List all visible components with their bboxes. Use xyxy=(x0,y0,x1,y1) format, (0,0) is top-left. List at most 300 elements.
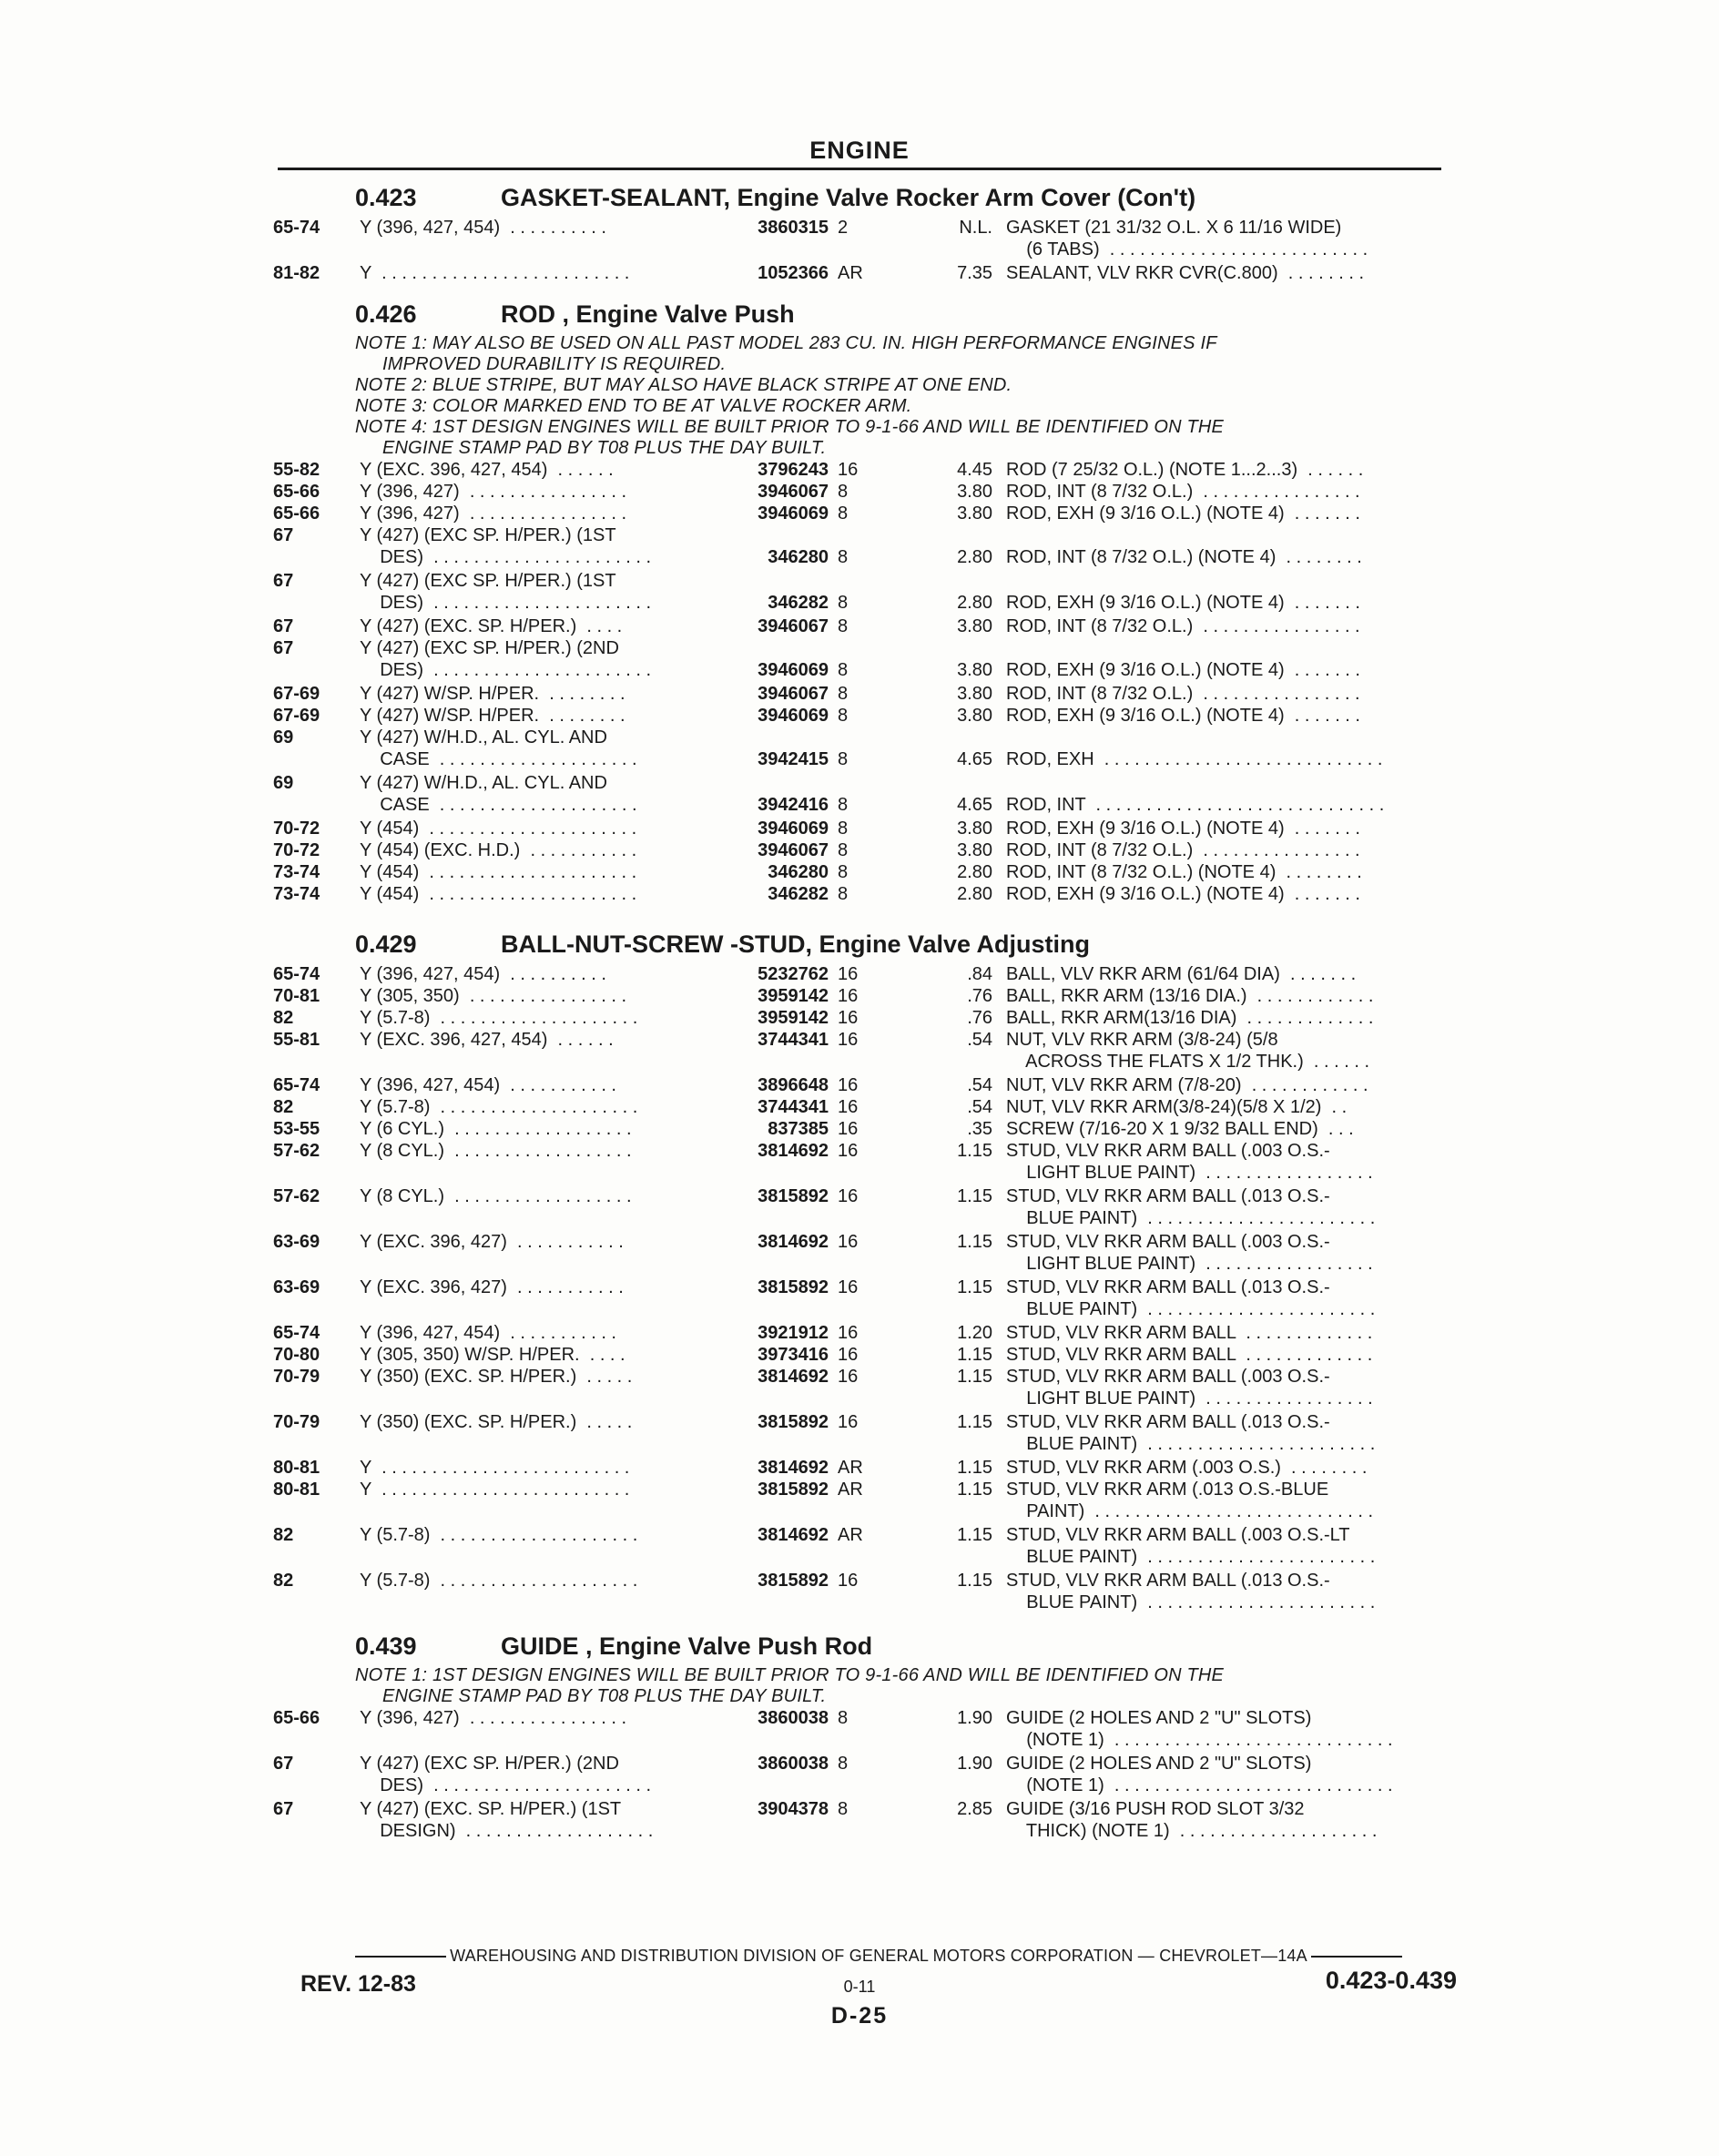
quantity: 8 xyxy=(838,795,849,815)
application: Y (396, 427) . . . . . . . . . . . . . . . . xyxy=(360,503,627,524)
model-years: 67 xyxy=(273,1754,294,1774)
price: 2.85 xyxy=(957,1799,992,1819)
model-years: 67 xyxy=(273,638,294,658)
quantity: 16 xyxy=(838,1075,859,1095)
description: STUD, VLV RKR ARM BALL . . . . . . . . . . . . . xyxy=(1006,1323,1373,1343)
application: Y (5.7-8) . . . . . . . . . . . . . . . . . . . . xyxy=(360,1008,638,1028)
note-line: NOTE 1: MAY ALSO BE USED ON ALL PAST MODEL 283 CU. IN. HIGH PERFORMANCE ENGINES IF xyxy=(355,333,1217,353)
group-title: GASKET-SEALANT, Engine Valve Rocker Arm Cover (Con't) xyxy=(501,184,1196,211)
application: Y (305, 350) . . . . . . . . . . . . . . . . xyxy=(360,986,627,1006)
table-row xyxy=(273,1707,1457,1753)
table-row xyxy=(273,1096,1457,1118)
description: ROD, EXH (9 3/16 O.L.) (NOTE 4) . . . . . . . xyxy=(1006,706,1360,726)
quantity: 16 xyxy=(838,460,859,480)
application: Y (427) W/H.D., AL. CYL. AND CASE . . . . . . . . . . . . . . . . . . . . xyxy=(360,727,637,769)
part-number: 837385 xyxy=(768,1119,829,1139)
table-row xyxy=(273,705,1457,727)
model-years: 65-74 xyxy=(273,1323,320,1343)
part-number: 3814692 xyxy=(758,1458,829,1478)
price: 1.15 xyxy=(957,1141,992,1161)
quantity: 16 xyxy=(838,1571,859,1591)
description: NUT, VLV RKR ARM(3/8-24)(5/8 X 1/2) . . xyxy=(1006,1097,1348,1117)
model-years: 80-81 xyxy=(273,1480,320,1500)
part-number: 3946069 xyxy=(758,819,829,839)
table-row xyxy=(273,1753,1457,1798)
quantity: 16 xyxy=(838,1232,859,1252)
table-row xyxy=(273,1140,1457,1185)
table-row xyxy=(273,1457,1457,1479)
quantity: 16 xyxy=(838,1186,859,1206)
section-heading xyxy=(273,180,1457,217)
application: Y (6 CYL.) . . . . . . . . . . . . . . . . . . xyxy=(360,1119,632,1139)
application: Y (350) (EXC. SP. H/PER.) . . . . . xyxy=(360,1412,633,1432)
part-number: 3921912 xyxy=(758,1323,829,1343)
model-years: 73-74 xyxy=(273,862,320,882)
quantity: 16 xyxy=(838,1412,859,1432)
part-number: 3815892 xyxy=(758,1571,829,1591)
quantity: 8 xyxy=(838,706,849,726)
description: STUD, VLV RKR ARM (.003 O.S.) . . . . . . . . xyxy=(1006,1458,1368,1478)
table-row xyxy=(273,1366,1457,1411)
footer-revision: REV. 12-83 xyxy=(300,1971,416,1997)
table-row xyxy=(273,1411,1457,1457)
price: 7.35 xyxy=(957,263,992,283)
table-row xyxy=(273,883,1457,905)
application: Y (454) (EXC. H.D.) . . . . . . . . . . . xyxy=(360,840,637,860)
part-number: 3860315 xyxy=(758,218,829,238)
application: Y (427) (EXC SP. H/PER.) (2ND DES) . . . . . . . . . . . . . . . . . . . . . . xyxy=(360,1754,652,1795)
quantity: 16 xyxy=(838,1367,859,1387)
description: SEALANT, VLV RKR CVR(C.800) . . . . . . . . xyxy=(1006,263,1365,283)
table-row xyxy=(273,772,1457,818)
price: .76 xyxy=(967,986,992,1006)
application: Y (8 CYL.) . . . . . . . . . . . . . . . . . . xyxy=(360,1141,632,1161)
description: STUD, VLV RKR ARM BALL (.003 O.S.- LIGHT BLUE PAINT) . . . . . . . . . . . . . . . . . xyxy=(1006,1232,1373,1274)
quantity: AR xyxy=(838,263,863,283)
quantity: 16 xyxy=(838,1030,859,1050)
quantity: 16 xyxy=(838,964,859,984)
footer-organization: WAREHOUSING AND DISTRIBUTION DIVISION OF GENERAL MOTORS CORPORATION — CHEVROLET—14A xyxy=(300,1947,1457,1966)
footer-page-number: D-25 xyxy=(830,2003,889,2029)
application: Y (5.7-8) . . . . . . . . . . . . . . . . . . . . xyxy=(360,1097,638,1117)
group-number: 0.426 xyxy=(355,300,417,328)
price: 2.80 xyxy=(957,547,992,567)
model-years: 65-66 xyxy=(273,503,320,524)
part-number: 346282 xyxy=(768,593,829,613)
table-row xyxy=(273,262,1457,284)
quantity: 8 xyxy=(838,1799,849,1819)
price: 1.15 xyxy=(957,1412,992,1432)
quantity: 8 xyxy=(838,547,849,567)
quantity: 8 xyxy=(838,593,849,613)
table-row xyxy=(273,683,1457,705)
part-number: 3946067 xyxy=(758,840,829,860)
application: Y (454) . . . . . . . . . . . . . . . . . . . . . xyxy=(360,862,637,882)
quantity: 16 xyxy=(838,986,859,1006)
part-number: 3815892 xyxy=(758,1412,829,1432)
application: Y (396, 427, 454) . . . . . . . . . . xyxy=(360,218,606,238)
part-number: 3942415 xyxy=(758,749,829,769)
table-row xyxy=(273,1479,1457,1524)
application: Y (EXC. 396, 427, 454) . . . . . . xyxy=(360,460,614,480)
model-years: 80-81 xyxy=(273,1458,320,1478)
model-years: 67-69 xyxy=(273,684,320,704)
price: .54 xyxy=(967,1075,992,1095)
quantity: 8 xyxy=(838,616,849,636)
quantity: 8 xyxy=(838,503,849,524)
description: STUD, VLV RKR ARM BALL . . . . . . . . . . . . . xyxy=(1006,1345,1373,1365)
model-years: 63-69 xyxy=(273,1232,320,1252)
model-years: 53-55 xyxy=(273,1119,320,1139)
table-row xyxy=(273,503,1457,524)
part-number: 3860038 xyxy=(758,1754,829,1774)
part-number: 346280 xyxy=(768,547,829,567)
model-years: 63-69 xyxy=(273,1277,320,1297)
description: BALL, RKR ARM(13/16 DIA) . . . . . . . . . . . . . xyxy=(1006,1008,1374,1028)
price: .54 xyxy=(967,1030,992,1050)
price: 1.20 xyxy=(957,1323,992,1343)
description: ROD (7 25/32 O.L.) (NOTE 1...2...3) . . . . . . xyxy=(1006,460,1364,480)
model-years: 57-62 xyxy=(273,1141,320,1161)
quantity: 8 xyxy=(838,1708,849,1728)
description: NUT, VLV RKR ARM (7/8-20) . . . . . . . . . . . . xyxy=(1006,1075,1368,1095)
part-number: 5232762 xyxy=(758,964,829,984)
price: 1.15 xyxy=(957,1480,992,1500)
model-years: 67 xyxy=(273,571,294,591)
table-row xyxy=(273,1029,1457,1074)
table-row xyxy=(273,1276,1457,1322)
price: .54 xyxy=(967,1097,992,1117)
description: GUIDE (2 HOLES AND 2 "U" SLOTS) (NOTE 1) . . . . . . . . . . . . . . . . . . . . . . . . . . . . xyxy=(1006,1754,1393,1795)
application: Y (427) (EXC. SP. H/PER.) . . . . xyxy=(360,616,623,636)
price: 3.80 xyxy=(957,819,992,839)
description: ROD, INT (8 7/32 O.L.) (NOTE 4) . . . . . . . . xyxy=(1006,547,1362,567)
quantity: 8 xyxy=(838,660,849,680)
price: 1.90 xyxy=(957,1754,992,1774)
price: 2.80 xyxy=(957,593,992,613)
part-number: 346280 xyxy=(768,862,829,882)
model-years: 67 xyxy=(273,1799,294,1819)
model-years: 65-66 xyxy=(273,1708,320,1728)
model-years: 65-74 xyxy=(273,218,320,238)
price: 3.80 xyxy=(957,482,992,502)
model-years: 65-74 xyxy=(273,1075,320,1095)
group-number: 0.439 xyxy=(355,1632,417,1660)
description: NUT, VLV RKR ARM (3/8-24) (5/8 ACROSS THE FLATS X 1/2 THK.) . . . . . . xyxy=(1006,1030,1369,1072)
table-row xyxy=(273,1231,1457,1276)
application: Y (427) W/SP. H/PER. . . . . . . . . xyxy=(360,706,626,726)
quantity: 8 xyxy=(838,482,849,502)
part-number: 3946069 xyxy=(758,660,829,680)
application: Y (305, 350) W/SP. H/PER. . . . . xyxy=(360,1345,626,1365)
quantity: 8 xyxy=(838,749,849,769)
table-row xyxy=(273,459,1457,481)
page-header-title: ENGINE xyxy=(809,137,910,164)
quantity: 16 xyxy=(838,1097,859,1117)
note-line: NOTE 3: COLOR MARKED END TO BE AT VALVE ROCKER ARM. xyxy=(355,396,912,416)
model-years: 82 xyxy=(273,1008,294,1028)
quantity: 2 xyxy=(838,218,849,238)
model-years: 70-81 xyxy=(273,986,320,1006)
part-number: 3946067 xyxy=(758,616,829,636)
quantity: 16 xyxy=(838,1323,859,1343)
part-number: 3815892 xyxy=(758,1277,829,1297)
quantity: 16 xyxy=(838,1277,859,1297)
quantity: 16 xyxy=(838,1008,859,1028)
table-row xyxy=(273,818,1457,839)
model-years: 69 xyxy=(273,773,294,793)
quantity: AR xyxy=(838,1480,863,1500)
description: BALL, RKR ARM (13/16 DIA.) . . . . . . . . . . . . xyxy=(1006,986,1374,1006)
quantity: 16 xyxy=(838,1119,859,1139)
price: 3.80 xyxy=(957,616,992,636)
description: ROD, INT (8 7/32 O.L.) . . . . . . . . . . . . . . . . xyxy=(1006,840,1360,860)
note-line: ENGINE STAMP PAD BY T08 PLUS THE DAY BUILT. xyxy=(382,1686,827,1706)
application: Y (396, 427, 454) . . . . . . . . . . xyxy=(360,964,606,984)
model-years: 70-80 xyxy=(273,1345,320,1365)
part-number: 3946067 xyxy=(758,482,829,502)
section-heading xyxy=(273,297,1457,333)
quantity: 16 xyxy=(838,1141,859,1161)
table-row xyxy=(273,1322,1457,1344)
model-years: 82 xyxy=(273,1525,294,1545)
quantity: AR xyxy=(838,1458,863,1478)
price: .35 xyxy=(967,1119,992,1139)
section-0-423 xyxy=(273,180,1457,284)
model-years: 70-72 xyxy=(273,819,320,839)
section-0-429 xyxy=(273,927,1457,1615)
table-row xyxy=(273,985,1457,1007)
table-row xyxy=(273,861,1457,883)
price: 1.15 xyxy=(957,1277,992,1297)
description: BALL, VLV RKR ARM (61/64 DIA) . . . . . . . xyxy=(1006,964,1357,984)
price: 4.65 xyxy=(957,795,992,815)
model-years: 67-69 xyxy=(273,706,320,726)
price: 1.15 xyxy=(957,1345,992,1365)
part-number: 3896648 xyxy=(758,1075,829,1095)
application: Y (427) (EXC SP. H/PER.) (1ST DES) . . . . . . . . . . . . . . . . . . . . . . xyxy=(360,525,652,567)
part-number: 3973416 xyxy=(758,1345,829,1365)
description: ROD, INT (8 7/32 O.L.) . . . . . . . . . . . . . . . . xyxy=(1006,684,1360,704)
part-number: 3744341 xyxy=(758,1030,829,1050)
section-0-439 xyxy=(273,1629,1457,1844)
description: ROD, INT . . . . . . . . . . . . . . . . . . . . . . . . . . . . . xyxy=(1006,795,1385,815)
table-row xyxy=(273,524,1457,570)
price: 2.80 xyxy=(957,862,992,882)
section-heading xyxy=(273,1629,1457,1665)
part-number: 3959142 xyxy=(758,1008,829,1028)
table-row xyxy=(273,839,1457,861)
application: Y (EXC. 396, 427, 454) . . . . . . xyxy=(360,1030,614,1050)
part-number: 1052366 xyxy=(758,263,829,283)
note-line: ENGINE STAMP PAD BY T08 PLUS THE DAY BUILT. xyxy=(382,438,827,458)
price: 1.15 xyxy=(957,1458,992,1478)
application: Y (396, 427, 454) . . . . . . . . . . . xyxy=(360,1075,616,1095)
part-number: 3946069 xyxy=(758,706,829,726)
description: STUD, VLV RKR ARM BALL (.003 O.S.- LIGHT BLUE PAINT) . . . . . . . . . . . . . . . . . xyxy=(1006,1367,1373,1409)
model-years: 65-66 xyxy=(273,482,320,502)
model-years: 65-74 xyxy=(273,964,320,984)
note-line: NOTE 4: 1ST DESIGN ENGINES WILL BE BUILT PRIOR TO 9-1-66 AND WILL BE IDENTIFIED ON THE xyxy=(355,417,1225,437)
price: 4.65 xyxy=(957,749,992,769)
price: 3.80 xyxy=(957,684,992,704)
price: 3.80 xyxy=(957,706,992,726)
description: ROD, EXH (9 3/16 O.L.) (NOTE 4) . . . . . . . xyxy=(1006,819,1360,839)
table-row xyxy=(273,1570,1457,1615)
application: Y . . . . . . . . . . . . . . . . . . . . . . . . . xyxy=(360,1458,630,1478)
description: ROD, INT (8 7/32 O.L.) . . . . . . . . . . . . . . . . xyxy=(1006,482,1360,502)
application: Y (396, 427, 454) . . . . . . . . . . . xyxy=(360,1323,616,1343)
price: 3.80 xyxy=(957,840,992,860)
part-number: 3946067 xyxy=(758,684,829,704)
part-number: 3814692 xyxy=(758,1367,829,1387)
application: Y (427) (EXC. SP. H/PER.) (1ST DESIGN) . . . . . . . . . . . . . . . . . . . xyxy=(360,1799,654,1841)
table-row xyxy=(273,727,1457,772)
price: 4.45 xyxy=(957,460,992,480)
section-0-426 xyxy=(273,297,1457,905)
table-row xyxy=(273,1524,1457,1570)
description: ROD, EXH . . . . . . . . . . . . . . . . . . . . . . . . . . . . xyxy=(1006,749,1383,769)
application: Y (427) W/SP. H/PER. . . . . . . . . xyxy=(360,684,626,704)
group-number: 0.429 xyxy=(355,931,417,958)
model-years: 69 xyxy=(273,727,294,747)
model-years: 55-81 xyxy=(273,1030,320,1050)
model-years: 55-82 xyxy=(273,460,320,480)
application: Y . . . . . . . . . . . . . . . . . . . . . . . . . xyxy=(360,1480,630,1500)
table-row xyxy=(273,1118,1457,1140)
quantity: AR xyxy=(838,1525,863,1545)
price: 1.15 xyxy=(957,1232,992,1252)
description: ROD, INT (8 7/32 O.L.) . . . . . . . . . . . . . . . . xyxy=(1006,616,1360,636)
table-row xyxy=(273,570,1457,615)
application: Y (427) W/H.D., AL. CYL. AND CASE . . . . . . . . . . . . . . . . . . . . xyxy=(360,773,637,815)
footer-group-range: 0.423-0.439 xyxy=(1325,1967,1457,1994)
part-number: 3796243 xyxy=(758,460,829,480)
table-row xyxy=(273,1007,1457,1029)
description: ROD, EXH (9 3/16 O.L.) (NOTE 4) . . . . . . . xyxy=(1006,593,1360,613)
description: GASKET (21 31/32 O.L. X 6 11/16 WIDE) (6 TABS) . . . . . . . . . . . . . . . . . . . . . . . . . . xyxy=(1006,218,1368,259)
application: Y (5.7-8) . . . . . . . . . . . . . . . . . . . . xyxy=(360,1571,638,1591)
description: ROD, EXH (9 3/16 O.L.) (NOTE 4) . . . . . . . xyxy=(1006,884,1360,904)
application: Y (427) (EXC SP. H/PER.) (1ST DES) . . . . . . . . . . . . . . . . . . . . . . xyxy=(360,571,652,613)
price: 1.15 xyxy=(957,1367,992,1387)
description: STUD, VLV RKR ARM BALL (.013 O.S.- BLUE PAINT) . . . . . . . . . . . . . . . . . . . . . . . xyxy=(1006,1277,1376,1319)
part-number: 3814692 xyxy=(758,1141,829,1161)
model-years: 57-62 xyxy=(273,1186,320,1206)
price: .84 xyxy=(967,964,992,984)
price: 2.80 xyxy=(957,884,992,904)
application: Y (396, 427) . . . . . . . . . . . . . . . . xyxy=(360,1708,627,1728)
part-number: 3959142 xyxy=(758,986,829,1006)
part-number: 3942416 xyxy=(758,795,829,815)
part-number: 3946069 xyxy=(758,503,829,524)
quantity: 8 xyxy=(838,862,849,882)
table-row xyxy=(273,1185,1457,1231)
table-row xyxy=(273,615,1457,637)
table-row xyxy=(273,217,1457,262)
model-years: 70-79 xyxy=(273,1412,320,1432)
quantity: 8 xyxy=(838,684,849,704)
quantity: 8 xyxy=(838,884,849,904)
part-number: 3814692 xyxy=(758,1232,829,1252)
model-years: 82 xyxy=(273,1571,294,1591)
price: 3.80 xyxy=(957,503,992,524)
model-years: 81-82 xyxy=(273,263,320,283)
application: Y (454) . . . . . . . . . . . . . . . . . . . . . xyxy=(360,884,637,904)
model-years: 70-72 xyxy=(273,840,320,860)
price: 1.15 xyxy=(957,1186,992,1206)
part-number: 3904378 xyxy=(758,1799,829,1819)
table-row xyxy=(273,637,1457,683)
note-line: NOTE 1: 1ST DESIGN ENGINES WILL BE BUILT PRIOR TO 9-1-66 AND WILL BE IDENTIFIED ON THE xyxy=(355,1665,1225,1685)
group-title: GUIDE , Engine Valve Push Rod xyxy=(501,1632,873,1660)
part-number: 3860038 xyxy=(758,1708,829,1728)
application: Y (427) (EXC SP. H/PER.) (2ND DES) . . . . . . . . . . . . . . . . . . . . . . xyxy=(360,638,652,680)
description: STUD, VLV RKR ARM BALL (.003 O.S.- LIGHT BLUE PAINT) . . . . . . . . . . . . . . . . . xyxy=(1006,1141,1373,1183)
application: Y (EXC. 396, 427) . . . . . . . . . . . xyxy=(360,1232,624,1252)
description: STUD, VLV RKR ARM BALL (.013 O.S.- BLUE PAINT) . . . . . . . . . . . . . . . . . . . . . . . xyxy=(1006,1571,1376,1612)
model-years: 70-79 xyxy=(273,1367,320,1387)
price: 1.15 xyxy=(957,1525,992,1545)
description: ROD, EXH (9 3/16 O.L.) (NOTE 4) . . . . . . . xyxy=(1006,503,1360,524)
part-number: 346282 xyxy=(768,884,829,904)
quantity: 8 xyxy=(838,1754,849,1774)
header-rule xyxy=(278,168,1441,170)
application: Y (350) (EXC. SP. H/PER.) . . . . . xyxy=(360,1367,633,1387)
description: STUD, VLV RKR ARM BALL (.003 O.S.-LT BLUE PAINT) . . . . . . . . . . . . . . . . . . . . . . . xyxy=(1006,1525,1376,1567)
application: Y (EXC. 396, 427) . . . . . . . . . . . xyxy=(360,1277,624,1297)
description: STUD, VLV RKR ARM (.013 O.S.-BLUE PAINT) . . . . . . . . . . . . . . . . . . . . . . . . . . . . xyxy=(1006,1480,1374,1521)
part-number: 3814692 xyxy=(758,1525,829,1545)
application: Y (5.7-8) . . . . . . . . . . . . . . . . . . . . xyxy=(360,1525,638,1545)
table-row xyxy=(273,1074,1457,1096)
footer-section-number: 0-11 xyxy=(843,1978,876,1996)
quantity: 16 xyxy=(838,1345,859,1365)
table-row xyxy=(273,1344,1457,1366)
model-years: 73-74 xyxy=(273,884,320,904)
group-title: ROD , Engine Valve Push xyxy=(501,300,795,328)
application: Y . . . . . . . . . . . . . . . . . . . . . . . . . xyxy=(360,263,630,283)
description: STUD, VLV RKR ARM BALL (.013 O.S.- BLUE PAINT) . . . . . . . . . . . . . . . . . . . . . . . xyxy=(1006,1412,1376,1454)
part-number: 3744341 xyxy=(758,1097,829,1117)
description: ROD, INT (8 7/32 O.L.) (NOTE 4) . . . . . . . . xyxy=(1006,862,1362,882)
description: GUIDE (2 HOLES AND 2 "U" SLOTS) (NOTE 1) . . . . . . . . . . . . . . . . . . . . . . . . . . . . xyxy=(1006,1708,1393,1750)
group-title: BALL-NUT-SCREW -STUD, Engine Valve Adjusting xyxy=(501,931,1091,958)
price: N.L. xyxy=(959,218,992,238)
note-line: IMPROVED DURABILITY IS REQUIRED. xyxy=(382,354,727,374)
description: SCREW (7/16-20 X 1 9/32 BALL END) . . . xyxy=(1006,1119,1354,1139)
model-years: 82 xyxy=(273,1097,294,1117)
price: 3.80 xyxy=(957,660,992,680)
part-number: 3815892 xyxy=(758,1480,829,1500)
description: GUIDE (3/16 PUSH ROD SLOT 3/32 THICK) (NOTE 1) . . . . . . . . . . . . . . . . . . . . xyxy=(1006,1799,1378,1841)
price: 1.15 xyxy=(957,1571,992,1591)
description: ROD, EXH (9 3/16 O.L.) (NOTE 4) . . . . . . . xyxy=(1006,660,1360,680)
quantity: 8 xyxy=(838,840,849,860)
group-number: 0.423 xyxy=(355,184,417,211)
application: Y (8 CYL.) . . . . . . . . . . . . . . . . . . xyxy=(360,1186,632,1206)
table-row xyxy=(273,963,1457,985)
model-years: 67 xyxy=(273,525,294,545)
application: Y (396, 427) . . . . . . . . . . . . . . . . xyxy=(360,482,627,502)
part-number: 3815892 xyxy=(758,1186,829,1206)
price: 1.90 xyxy=(957,1708,992,1728)
note-line: NOTE 2: BLUE STRIPE, BUT MAY ALSO HAVE BLACK STRIPE AT ONE END. xyxy=(355,375,1012,395)
table-row xyxy=(273,1798,1457,1844)
application: Y (454) . . . . . . . . . . . . . . . . . . . . . xyxy=(360,819,637,839)
description: STUD, VLV RKR ARM BALL (.013 O.S.- BLUE PAINT) . . . . . . . . . . . . . . . . . . . . . . . xyxy=(1006,1186,1376,1228)
quantity: 8 xyxy=(838,819,849,839)
